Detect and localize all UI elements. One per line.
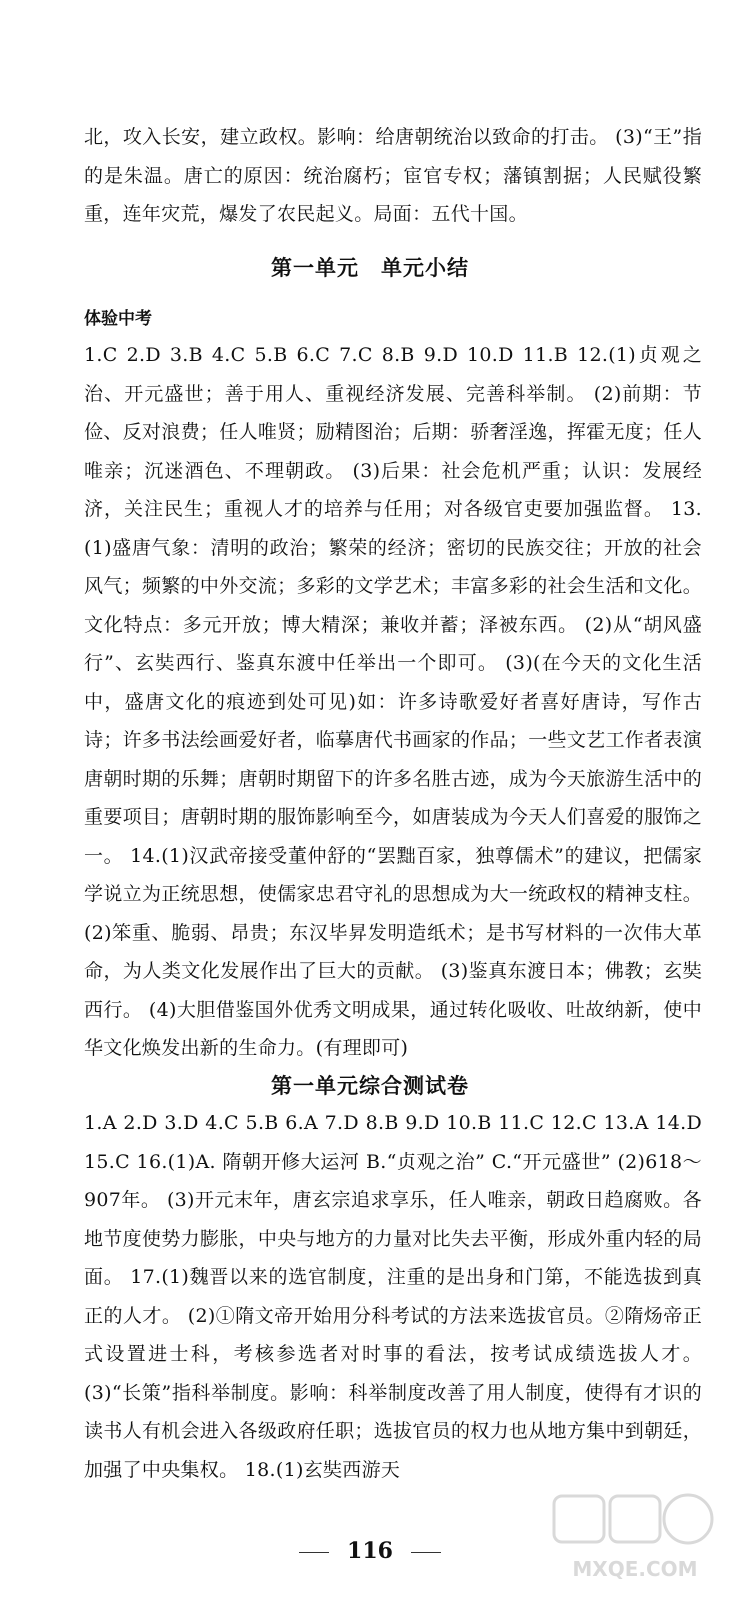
test-answers-paragraph: 1.A 2.D 3.D 4.C 5.B 6.A 7.D 8.B 9.D 10.B 11.C 12.C 13.A 14.D 15.C 16.(1)A. 隋朝开修大运河 B.“贞观之治” C.“开元盛世” (2)618～907年。 (3)开元末年，唐玄宗追求享乐，任人唯亲，朝政日趋腐败。各地节度使势力膨胀，中央与地方的力量对比失去平衡，形成外重内轻的局面。 17.(1)魏晋以来的选官制度，注重的是出身和门第，不能选拔到真正的人才。 (2)①隋文帝开始用分科考试的方法来选拔官员。②隋炀帝正式设置进士科，考核参选者对时事的看法，按考试成绩选拔人才。 (3)“长策”指科举制度。影响：科举制度改善了用人制度，使得有才识的读书人有机会进入各级政府任职；选拔官员的权力也从地方集中到朝廷，加强了中央集权。 18.(1)玄奘西游天: [84, 1112, 702, 1481]
summary-answers-paragraph: 1.C 2.D 3.B 4.C 5.B 6.C 7.C 8.B 9.D 10.D 11.B 12.(1)贞观之治、开元盛世；善于用人、重视经济发展、完善科举制。 (2)前期：节俭、反对浪费；任人唯贤；励精图治；后期：骄奢淫逸，挥霍无度；任人唯亲；沉迷酒色、不理朝政。 (3)后果：社会危机严重；认识：发展经济，关注民生；重视人才的培养与任用；对各级官吏要加强监督。 13.(1)盛唐气象：清明的政治；繁荣的经济；密切的民族交往；开放的社会风气；频繁的中外交流；多彩的文学艺术；丰富多彩的社会生活和文化。文化特点：多元开放；博大精深；兼收并蓄；泽被东西。 (2)从“胡风盛行”、玄奘西行、鉴真东渡中任举出一个即可。 (3)(在今天的文化生活中，盛唐文化的痕迹到处可见)如：许多诗歌爱好者喜好唐诗，写作古诗；许多书法绘画爱好者，临摹唐代书画家的作品；一些文艺工作者表演唐朝时期的乐舞；唐朝时期留下的许多名胜古迹，成为今天旅游生活中的重要项目；唐朝时期的服饰影响至今，如唐装成为今天人们喜爱的服饰之一。 14.(1)汉武帝接受董仲舒的“罢黜百家，独尊儒术”的建议，把儒家学说立为正统思想，使儒家忠君守礼的思想成为大一统政权的精神支柱。 (2)笨重、脆弱、昂贵；东汉毕昇发明造纸术；是书写材料的一次伟大革命，为人类文化发展作出了巨大的贡献。 (3)鉴真东渡日本；佛教；玄奘西行。 (4)大胆借鉴国外优秀文明成果，通过转化吸收、吐故纳新，使中华文化焕发出新的生命力。(有理即可): [84, 344, 702, 1059]
section-label: 体验中考: [84, 309, 152, 329]
answer-site-logo-icon: [550, 1490, 720, 1590]
unit-summary-heading: 第一单元 单元小结: [271, 255, 469, 280]
unit-test-heading: 第一单元综合测试卷: [271, 1073, 469, 1098]
intro-paragraph: 北，攻入长安，建立政权。影响：给唐朝统治以致命的打击。 (3)“王”指的是朱温。唐亡的原因：统治腐朽；宦官专权；藩镇割据；人民赋役繁重，连年灾荒，爆发了农民起义。局面：五代十国。: [84, 126, 702, 225]
footer-dash-left: [299, 1552, 329, 1553]
page-number: 116: [347, 1538, 393, 1564]
watermark-text: MXQE.COM: [572, 1557, 698, 1581]
footer-dash-right: [411, 1552, 441, 1553]
